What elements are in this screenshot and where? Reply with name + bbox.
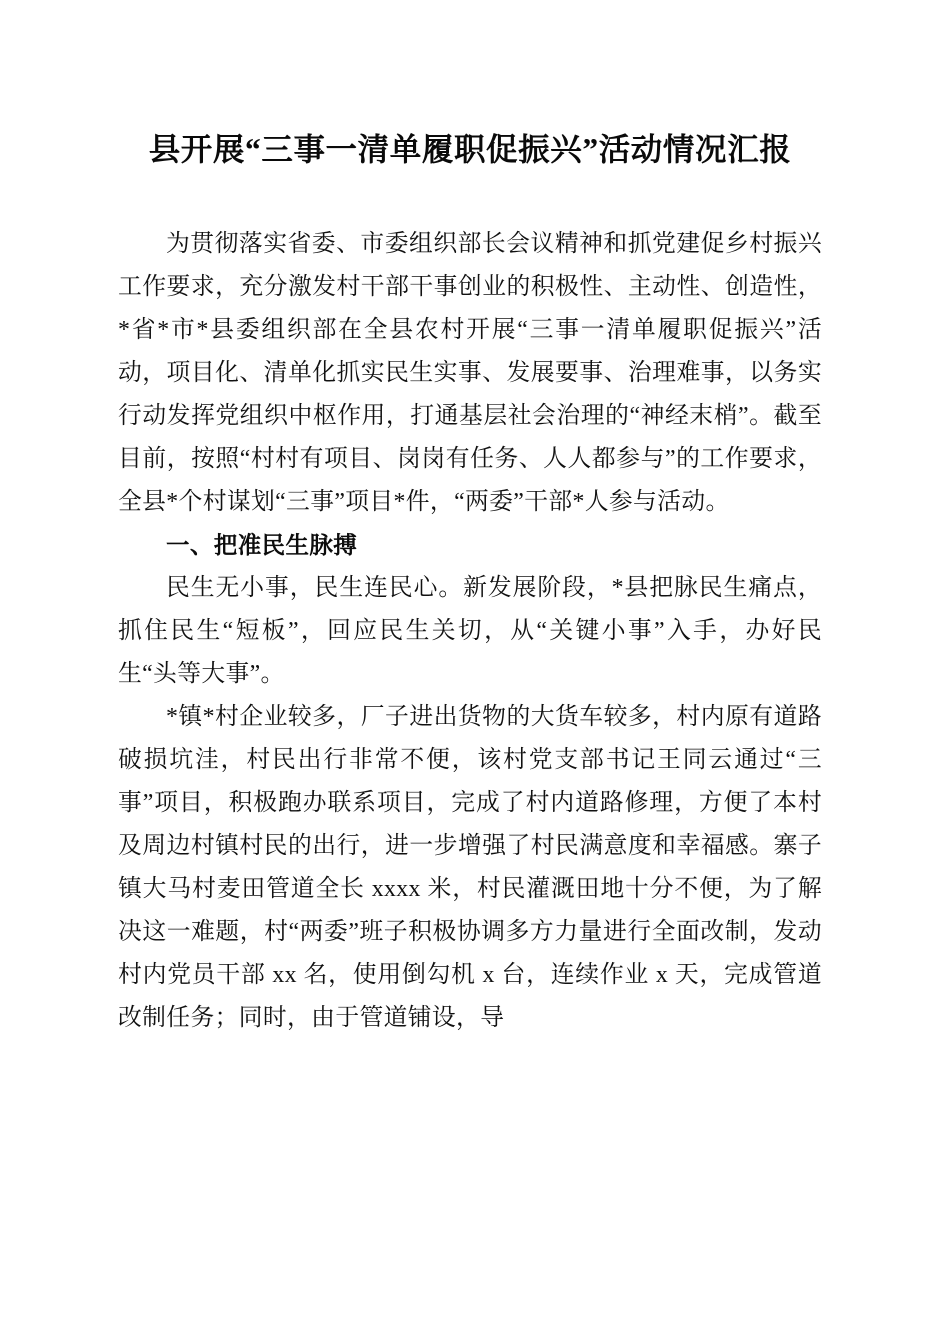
section-heading-one: 一、把准民生脉搏 xyxy=(166,532,358,558)
document-content xyxy=(118,0,822,1040)
page-title-line-2: 报 xyxy=(759,132,792,167)
section-one-paragraph-one: 民生无小事，民生连民心。新发展阶段，*县把脉民生痛点，抓住民生“短板”，回应民生关切，从“关键小事”入手，办好民生“头等大事”。 xyxy=(118,575,822,687)
section-one-paragraph-two: *镇*村企业较多，厂子进出货物的大货车较多，村内原有道路破损坑洼，村民出行非常不便，该村党支部书记王同云通过“三事”项目，积极跑办联系项目，完成了村内道路修理，方便了本村及周边村镇村民的出行，进一步增强了村民满意度和幸福感。寨子镇大马村麦田管道全长 xxxx 米，村民灌溉田地十分不便，为了解决这一难题，村“两委”班子积极协调多方力量进行全面改制，发动村内党员干部 xx 名，使用倒勾机 x 台，连续作业 x 天，完成管道改制任务；同时，由于管道铺设，导 xyxy=(118,704,822,1031)
page-title-line-1: 县开展“三事一清单履职促振兴”活动情况汇 xyxy=(148,132,760,167)
intro-paragraph: 为贯彻落实省委、市委组织部长会议精神和抓党建促乡村振兴工作要求，充分激发村干部干事创业的积极性、主动性、创造性，*省*市*县委组织部在全县农村开展“三事一清单履职促振兴”活动，项目化、清单化抓实民生实事、发展要事、治理难事，以务实行动发挥党组织中枢作用，打通基层社会治理的“神经末梢”。截至目前，按照“村村有项目、岗岗有任务、人人都参与”的工作要求，全县*个村谋划“三事”项目*件，“两委”干部*人参与活动。 xyxy=(118,231,822,515)
page-title xyxy=(118,0,822,174)
